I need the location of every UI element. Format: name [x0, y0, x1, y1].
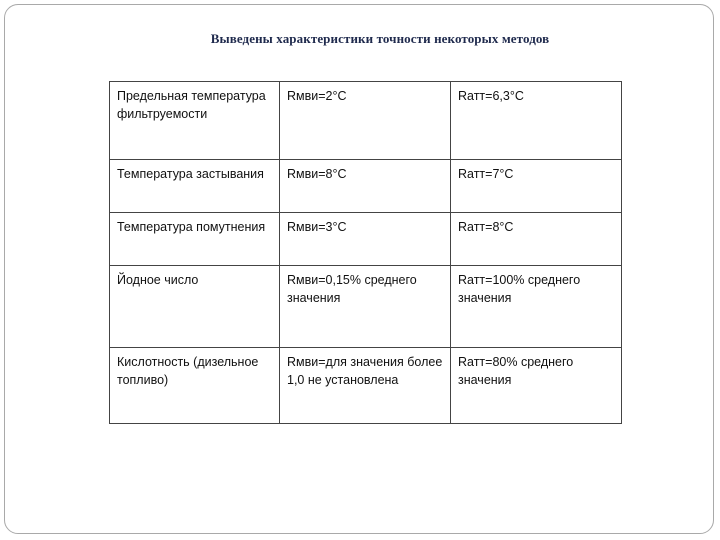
- characteristic-cell: Температура помутнения: [110, 213, 280, 266]
- table-row: [110, 82, 622, 160]
- r-mvi-cell: Rмви=8°C: [280, 160, 451, 213]
- r-att-cell: Rатт=8°C: [451, 213, 622, 266]
- r-mvi-cell: Rмви=0,15% среднего значения: [280, 266, 451, 348]
- characteristic-cell: Йодное число: [110, 266, 280, 348]
- r-att-cell: Rатт=100% среднего значения: [451, 266, 622, 348]
- r-att-cell: Rатт=6,3°C: [451, 82, 622, 160]
- r-mvi-cell: Rмви=2°C: [280, 82, 451, 160]
- r-att-cell: Rатт=7°C: [451, 160, 622, 213]
- table-row: [110, 348, 622, 424]
- characteristic-cell: Предельная температура фильтруемости: [110, 82, 280, 160]
- r-mvi-cell: Rмви=3°C: [280, 213, 451, 266]
- table-row: [110, 213, 622, 266]
- characteristic-cell: Температура застывания: [110, 160, 280, 213]
- r-mvi-cell: Rмви=для значения более 1,0 не установлена: [280, 348, 451, 424]
- characteristic-cell: Кислотность (дизельное топливо): [110, 348, 280, 424]
- table-row: [110, 160, 622, 213]
- r-att-cell: Rатт=80% среднего значения: [451, 348, 622, 424]
- slide-title: Выведены характеристики точности некоторых методов: [210, 31, 550, 46]
- precision-table: [109, 81, 622, 424]
- table-row: [110, 266, 622, 348]
